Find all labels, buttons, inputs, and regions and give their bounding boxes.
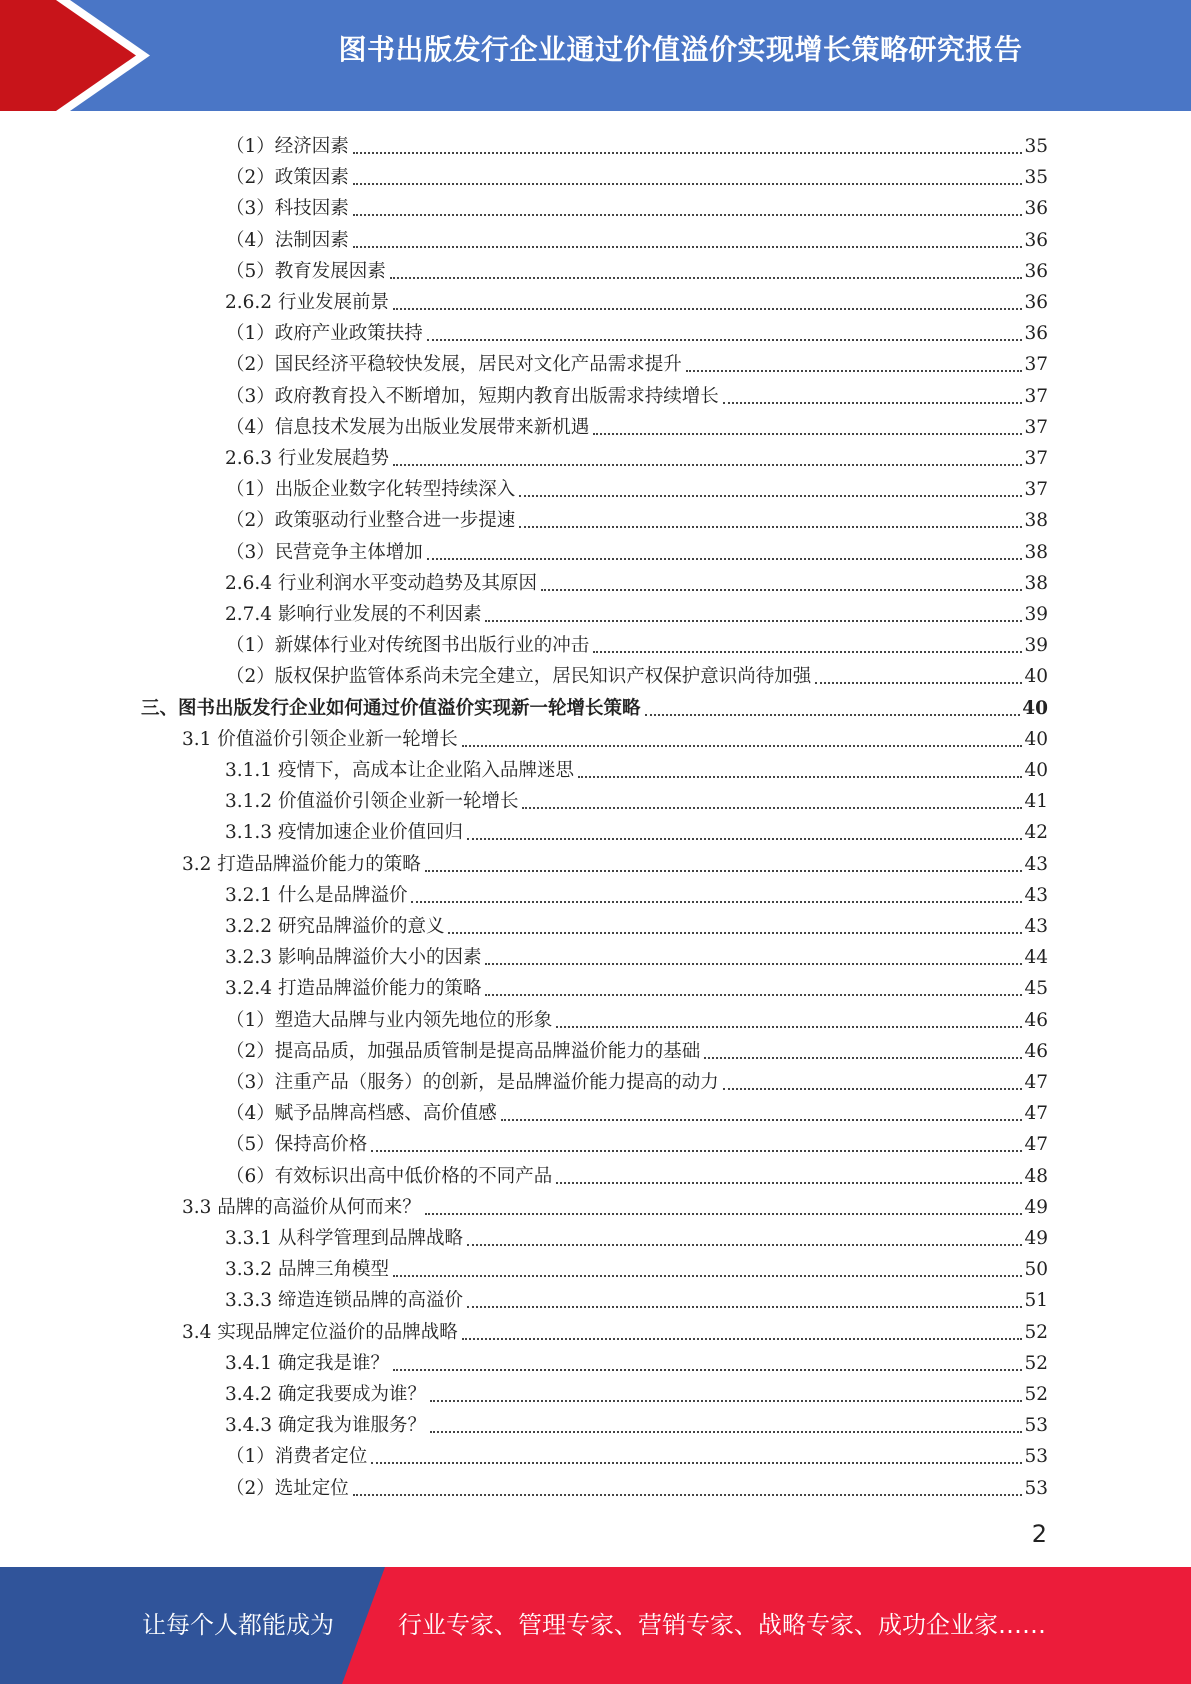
toc-entry-title: 3.1 价值溢价引领企业新一轮增长 [182, 728, 458, 750]
toc-entry-page: 52 [1024, 1321, 1048, 1343]
toc-entry-page: 47 [1024, 1134, 1048, 1156]
toc-leader-dots [353, 214, 1023, 216]
toc-leader-dots [485, 994, 1022, 996]
toc-entry[interactable] [226, 1469, 1048, 1500]
toc-entry[interactable] [226, 252, 1048, 283]
toc-entry-page: 46 [1024, 1009, 1048, 1031]
toc-entry-page: 36 [1024, 198, 1048, 220]
toc-entry-title: （1）出版企业数字化转型持续深入 [226, 479, 516, 501]
toc-entry-title: 3.2.4 打造品牌溢价能力的策略 [225, 978, 482, 1000]
toc-leader-dots [815, 682, 1022, 684]
toc-entry-title: （5）保持高价格 [226, 1134, 368, 1156]
toc-entry[interactable] [225, 907, 1048, 938]
toc-leader-dots [541, 589, 1022, 591]
toc-entry-title: （3）民营竞争主体增加 [226, 541, 423, 563]
toc-entry[interactable] [226, 221, 1048, 252]
toc-entry-title: 3.3.1 从科学管理到品牌战略 [225, 1228, 463, 1249]
toc-entry-page: 40 [1022, 697, 1048, 719]
toc-leader-dots [353, 1494, 1023, 1496]
toc-entry-title: 3.4.3 确定我为谁服务？ [225, 1415, 426, 1437]
toc-leader-dots [427, 558, 1023, 560]
page-header [0, 0, 1191, 111]
toc-leader-dots [371, 1462, 1022, 1464]
toc-entry-title: （4）法制因素 [226, 229, 349, 251]
toc-entry-title: （2）政策驱动行业整合进一步提速 [226, 510, 516, 532]
toc-entry-page: 51 [1024, 1290, 1048, 1312]
toc-leader-dots [425, 1213, 1023, 1215]
toc-entry-title: 3.2.2 研究品牌溢价的意义 [225, 916, 445, 937]
report-title: 图书出版发行企业通过价值溢价实现增长策略研究报告 [338, 33, 1023, 66]
toc-entry[interactable] [226, 1125, 1048, 1156]
toc-entry[interactable] [225, 1344, 1048, 1375]
toc-entry-page: 44 [1024, 947, 1048, 969]
toc-entry-page: 38 [1024, 572, 1048, 594]
toc-entry-title: 2.6.4 行业利润水平变动趋势及其原因 [225, 572, 537, 594]
toc-entry[interactable] [225, 876, 1048, 907]
toc-entry-page: 47 [1024, 1103, 1048, 1125]
toc-leader-dots [425, 870, 1023, 872]
toc-entry-page: 52 [1024, 1352, 1048, 1374]
toc-entry[interactable] [226, 626, 1048, 657]
toc-leader-dots [353, 183, 1023, 185]
toc-entry-title: （3）科技因素 [226, 198, 349, 220]
toc-entry[interactable] [226, 127, 1048, 158]
toc-entry-title: 2.7.4 影响行业发展的不利因素 [225, 604, 482, 625]
toc-entry[interactable] [182, 845, 1048, 876]
toc-entry-title: 3.2.3 影响品牌溢价大小的因素 [225, 947, 482, 969]
toc-leader-dots [467, 838, 1022, 840]
toc-entry[interactable] [225, 564, 1048, 595]
page-number: 2 [1031, 1520, 1047, 1548]
toc-entry[interactable] [226, 1032, 1048, 1063]
toc-entry[interactable] [226, 345, 1048, 376]
toc-entry[interactable] [225, 1250, 1048, 1281]
toc-entry-title: （2）提高品质，加强品质管制是提高品牌溢价能力的基础 [226, 1040, 701, 1062]
toc-entry-page: 39 [1024, 604, 1048, 625]
toc-entry-title: （4）赋予品牌高档感、高价值感 [226, 1103, 497, 1125]
toc-leader-dots [353, 246, 1023, 248]
toc-entry-title: 3.3 品牌的高溢价从何而来？ [182, 1196, 421, 1218]
toc-entry[interactable] [225, 1375, 1048, 1406]
toc-entry[interactable] [226, 470, 1048, 501]
toc-entry-title: 3.2.1 什么是品牌溢价 [225, 884, 408, 906]
toc-entry-page: 39 [1024, 635, 1048, 657]
toc-entry-page: 49 [1024, 1228, 1048, 1249]
toc-entry-title: （2）国民经济平稳较快发展，居民对文化产品需求提升 [226, 354, 682, 376]
toc-entry[interactable] [226, 189, 1048, 220]
toc-entry[interactable] [226, 158, 1048, 189]
toc-leader-dots [448, 932, 1022, 934]
toc-leader-dots [519, 495, 1022, 497]
toc-entry-title: （2）版权保护监管体系尚未完全建立，居民知识产权保护意识尚待加强 [226, 666, 812, 688]
toc-entry-title: 三、图书出版发行企业如何通过价值溢价实现新一轮增长策略 [141, 697, 641, 719]
toc-entry-page: 43 [1024, 884, 1048, 906]
toc-entry-title: （1）经济因素 [226, 136, 349, 157]
toc-entry-title: 3.4 实现品牌定位溢价的品牌战略 [182, 1321, 458, 1343]
toc-entry[interactable] [226, 1437, 1048, 1468]
toc-entry-page: 53 [1024, 1477, 1048, 1499]
toc-entry-page: 46 [1024, 1040, 1048, 1062]
toc-entry-title: （5）教育发展因素 [226, 260, 386, 282]
toc-leader-dots [393, 464, 1022, 466]
toc-entry-title: （6）有效标识出高中低价格的不同产品 [226, 1165, 553, 1187]
toc-entry[interactable] [182, 720, 1048, 751]
toc-entry-title: （1）消费者定位 [226, 1446, 368, 1468]
toc-entry-page: 36 [1024, 323, 1048, 345]
toc-entry-page: 43 [1024, 916, 1048, 937]
toc-entry-page: 42 [1024, 822, 1048, 844]
toc-entry[interactable] [225, 439, 1048, 470]
toc-entry[interactable] [182, 1188, 1048, 1219]
toc-entry[interactable] [225, 1406, 1048, 1437]
toc-entry-title: 3.1.1 疫情下，高成本让企业陷入品牌迷思 [225, 760, 574, 781]
toc-entry-page: 36 [1024, 260, 1048, 282]
footer-slogan-left: 让每个人都能成为 [142, 1611, 334, 1639]
toc-entry-page: 47 [1024, 1072, 1048, 1093]
toc-leader-dots [723, 402, 1023, 404]
toc-entry-title: （3）政府教育投入不断增加，短期内教育出版需求持续增长 [226, 385, 719, 407]
toc-entry-title: （2）政策因素 [226, 167, 349, 189]
toc-entry-title: 2.6.2 行业发展前景 [225, 292, 389, 313]
toc-leader-dots [393, 308, 1022, 310]
toc-entry-title: （4）信息技术发展为出版业发展带来新机遇 [226, 416, 590, 438]
toc-entry-page: 37 [1024, 448, 1048, 469]
toc-leader-dots [462, 1338, 1023, 1340]
toc-entry-title: 3.2 打造品牌溢价能力的策略 [182, 853, 421, 875]
toc-entry-title: 3.1.2 价值溢价引领企业新一轮增长 [225, 791, 519, 813]
toc-leader-dots [556, 1026, 1022, 1028]
footer-slogan-right: 行业专家、管理专家、营销专家、战略专家、成功企业家…… [398, 1611, 1046, 1639]
toc-entry-page: 52 [1024, 1384, 1048, 1405]
toc-leader-dots [485, 620, 1022, 622]
toc-leader-dots [704, 1057, 1022, 1059]
toc-entry[interactable] [226, 314, 1048, 345]
toc-entry[interactable] [225, 969, 1048, 1000]
toc-entry-page: 40 [1024, 666, 1048, 688]
toc-entry-page: 50 [1024, 1259, 1048, 1281]
header-arrow-icon [0, 0, 136, 111]
toc-entry-title: （2）选址定位 [226, 1477, 349, 1499]
toc-entry-page: 49 [1024, 1196, 1048, 1218]
toc-entry-page: 35 [1024, 136, 1048, 157]
toc-entry-page: 38 [1024, 541, 1048, 563]
toc-entry[interactable] [141, 689, 1048, 720]
toc-leader-dots [390, 277, 1023, 279]
toc-entry-title: 3.4.2 确定我要成为谁？ [225, 1384, 426, 1405]
toc-entry-title: （1）塑造大品牌与业内领先地位的形象 [226, 1009, 553, 1031]
toc-leader-dots [462, 745, 1023, 747]
toc-entry[interactable] [225, 813, 1048, 844]
toc-leader-dots [411, 901, 1022, 903]
toc-leader-dots [467, 1306, 1022, 1308]
toc-entry-title: 3.3.3 缔造连锁品牌的高溢价 [225, 1290, 463, 1312]
toc-entry[interactable] [225, 1281, 1048, 1312]
toc-entry-page: 40 [1024, 728, 1048, 750]
toc-entry-title: 2.6.3 行业发展趋势 [225, 448, 389, 469]
toc-entry[interactable] [226, 408, 1048, 439]
toc-entry[interactable] [226, 501, 1048, 532]
toc-leader-dots [485, 963, 1022, 965]
toc-entry-page: 40 [1024, 760, 1048, 781]
toc-entry[interactable] [226, 1157, 1048, 1188]
toc-leader-dots [723, 1088, 1023, 1090]
toc-entry-page: 36 [1024, 292, 1048, 313]
page-footer [0, 1567, 1191, 1684]
toc-entry-title: 3.4.1 确定我是谁？ [225, 1352, 389, 1374]
toc-entry[interactable] [226, 657, 1048, 688]
toc-entry[interactable] [225, 751, 1048, 782]
toc-entry-page: 36 [1024, 229, 1048, 251]
toc-entry-title: 3.3.2 品牌三角模型 [225, 1259, 389, 1281]
toc-entry[interactable] [225, 938, 1048, 969]
toc-entry-page: 37 [1024, 385, 1048, 407]
toc-leader-dots [393, 1369, 1022, 1371]
toc-leader-dots [467, 1244, 1022, 1246]
toc-leader-dots [556, 1182, 1022, 1184]
toc-leader-dots [393, 1275, 1022, 1277]
toc-leader-dots [593, 433, 1022, 435]
toc-entry[interactable] [226, 1063, 1048, 1094]
toc-entry-page: 37 [1024, 354, 1048, 376]
toc-leader-dots [427, 339, 1023, 341]
toc-entry[interactable] [225, 283, 1048, 314]
toc-entry[interactable] [225, 595, 1048, 626]
toc-leader-dots [522, 807, 1022, 809]
toc-entry[interactable] [225, 1219, 1048, 1250]
toc-entry-page: 45 [1024, 978, 1048, 1000]
toc-entry-page: 38 [1024, 510, 1048, 532]
toc-leader-dots [430, 1431, 1022, 1433]
toc-leader-dots [430, 1400, 1022, 1402]
toc-leader-dots [371, 1150, 1022, 1152]
toc-entry[interactable] [226, 533, 1048, 564]
toc-leader-dots [519, 526, 1022, 528]
toc-leader-dots [645, 714, 1021, 716]
toc-entry[interactable] [225, 782, 1048, 813]
toc-leader-dots [686, 370, 1023, 372]
toc-entry-page: 41 [1024, 791, 1048, 813]
toc-leader-dots [353, 152, 1023, 154]
toc-entry[interactable] [226, 377, 1048, 408]
toc-entry-page: 53 [1024, 1415, 1048, 1437]
toc-entry-page: 37 [1024, 416, 1048, 438]
toc-entry-page: 37 [1024, 479, 1048, 501]
toc-entry-page: 53 [1024, 1446, 1048, 1468]
toc-entry-page: 35 [1024, 167, 1048, 189]
toc-entry-title: （1）政府产业政策扶持 [226, 323, 423, 345]
toc-entry[interactable] [226, 1094, 1048, 1125]
toc-leader-dots [501, 1119, 1023, 1121]
toc-entry-page: 43 [1024, 853, 1048, 875]
toc-entry[interactable] [226, 1001, 1048, 1032]
toc-entry-title: 3.1.3 疫情加速企业价值回归 [225, 822, 463, 844]
toc-entry-title: （3）注重产品（服务）的创新，是品牌溢价能力提高的动力 [226, 1072, 719, 1093]
toc-leader-dots [578, 776, 1022, 778]
toc-entry-page: 48 [1024, 1165, 1048, 1187]
toc-leader-dots [593, 651, 1022, 653]
toc-entry[interactable] [182, 1313, 1048, 1344]
toc-entry-title: （1）新媒体行业对传统图书出版行业的冲击 [226, 635, 590, 657]
